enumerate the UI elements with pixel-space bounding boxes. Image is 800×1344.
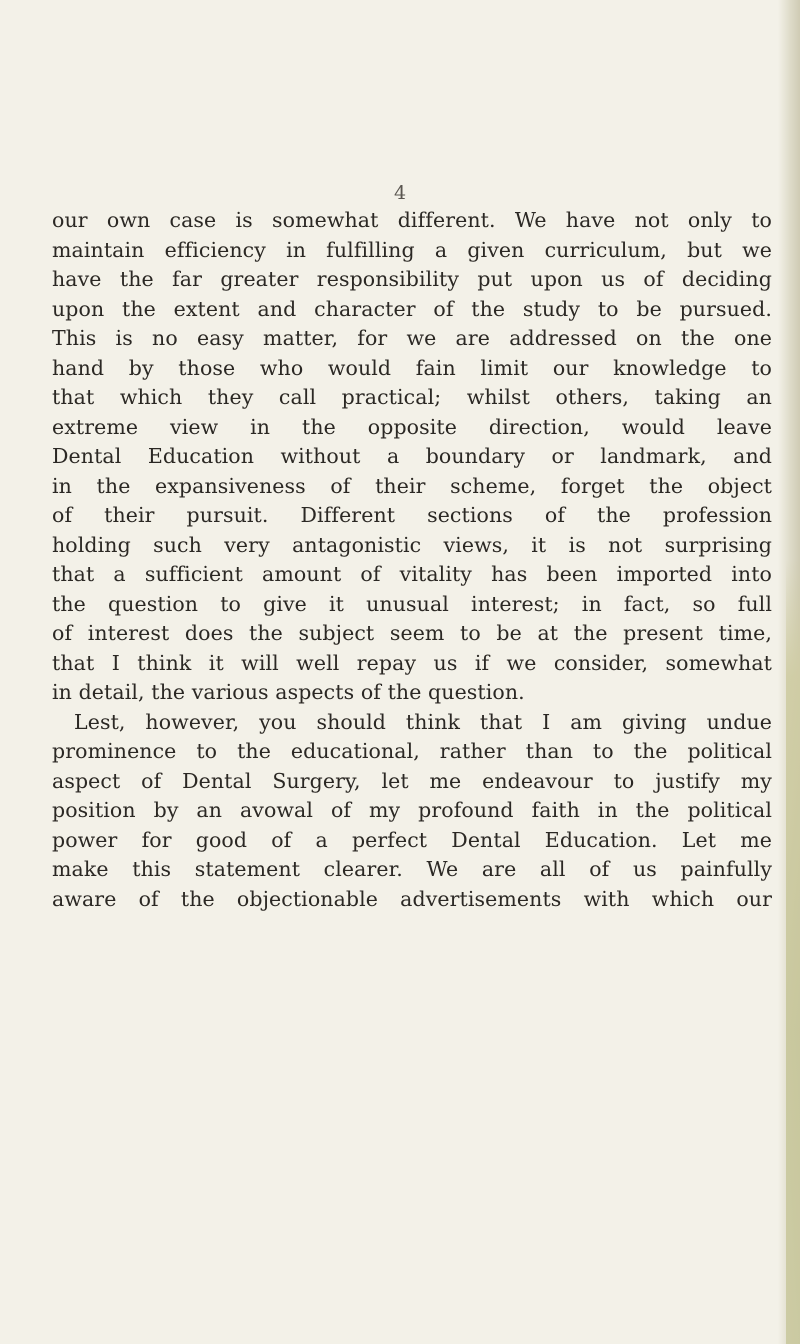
text-line: that which they call practical; whilst others, taking an	[52, 385, 772, 409]
text-line: of interest does the subject seem to be at the present time,	[52, 621, 772, 645]
text-line: the question to give it unusual interest; in fact, so full	[52, 591, 772, 616]
text-line: that I think it will well repay us if we consider, somewhat	[52, 650, 772, 675]
text-line: This is no easy matter, for we are addressed on the one	[52, 326, 772, 350]
text-line: our own case is somewhat different. We have not only to	[52, 208, 772, 232]
text-line: aspect of Dental Surgery, let me endeavour to justify my	[52, 768, 772, 793]
paragraph-end-line: in detail, the various aspects of the question.	[52, 680, 525, 704]
text-line: maintain efficiency in fulfilling a given curriculum, but we	[52, 237, 772, 262]
text-line: extreme view in the opposite direction, would leave	[52, 414, 772, 439]
text-line: that a sufficient amount of vitality has been imported into	[52, 562, 772, 586]
page-edge-stain	[786, 560, 800, 1344]
body-text	[52, 206, 772, 914]
text-line: make this statement clearer. We are all of us painfully	[52, 857, 772, 881]
text-line: position by an avowal of my profound faith in the political	[52, 798, 772, 822]
text-line: of their pursuit. Different sections of the profession	[52, 503, 772, 527]
text-line: power for good of a perfect Dental Education. Let me	[52, 827, 772, 852]
text-line: prominence to the educational, rather than to the political	[52, 739, 772, 763]
text-line: have the far greater responsibility put upon us of deciding	[52, 267, 772, 291]
text-line: Dental Education without a boundary or landmark, and	[52, 444, 772, 468]
text-line: hand by those who would fain limit our knowledge to	[52, 355, 772, 380]
text-line: aware of the objectionable advertisements with which our	[52, 886, 772, 911]
text-line: upon the extent and character of the study to be pursued.	[52, 296, 772, 321]
page-number: 4	[393, 182, 407, 204]
paragraph-start-line: Lest, however, you should think that I am giving undue	[74, 709, 772, 734]
text-line: holding such very antagonistic views, it is not surprising	[52, 532, 772, 557]
text-line: in the expansiveness of their scheme, forget the object	[52, 473, 772, 498]
